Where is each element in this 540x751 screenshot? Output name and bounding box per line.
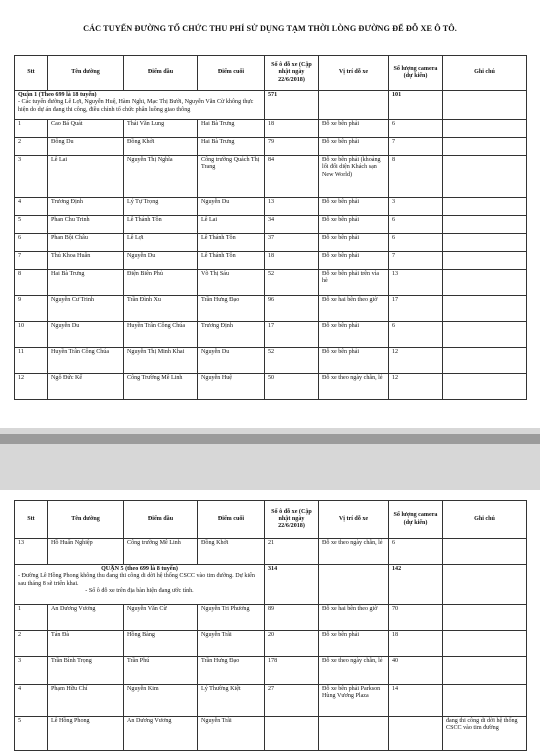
header-vi-tri: Vị trí đỗ xe [319, 56, 389, 91]
cell-so-o: 52 [265, 270, 319, 296]
cell-diem-cuoi: Hai Bà Trưng [198, 120, 265, 138]
cell-vi-tri: Đỗ xe theo ngày chẵn, lẻ [319, 539, 389, 565]
cell-camera: 40 [389, 657, 443, 685]
table-row [15, 717, 527, 751]
cell-ten-duong: Phạm Hữu Chí [48, 685, 124, 717]
page-gap [0, 428, 540, 490]
parking-table-page-1 [14, 55, 527, 400]
cell-diem-cuoi: Lê Thánh Tôn [198, 234, 265, 252]
cell-ten-duong: Lê Lai [48, 156, 124, 198]
table-row [15, 234, 527, 252]
cell-stt: 12 [15, 374, 48, 400]
section-q5-total-cam: 142 [389, 565, 443, 605]
cell-so-o: 89 [265, 605, 319, 631]
cell-stt: 13 [15, 539, 48, 565]
cell-vi-tri: Đỗ xe bên phải Parkson Hùng Vương Plaza [319, 685, 389, 717]
cell-ten-duong: Hai Bà Trưng [48, 270, 124, 296]
section-q1-total-o: 571 [265, 91, 319, 120]
cell-ten-duong: Cao Bá Quát [48, 120, 124, 138]
header-stt: Stt [15, 501, 48, 539]
cell-camera: 6 [389, 120, 443, 138]
cell-ghi-chu [443, 348, 527, 374]
cell-vi-tri: Đỗ xe theo ngày chẵn, lẻ [319, 657, 389, 685]
cell-stt: 11 [15, 348, 48, 374]
cell-ten-duong: Trương Định [48, 198, 124, 216]
table-row [15, 657, 527, 685]
cell-diem-cuoi: Nguyễn Huệ [198, 374, 265, 400]
cell-vi-tri: Đỗ xe bên phải [319, 138, 389, 156]
header-stt: Stt [15, 56, 48, 91]
cell-camera: 7 [389, 138, 443, 156]
cell-ten-duong: Phan Bội Châu [48, 234, 124, 252]
cell-stt: 6 [15, 234, 48, 252]
cell-stt: 1 [15, 605, 48, 631]
cell-camera: 13 [389, 270, 443, 296]
cell-diem-dau: An Dương Vương [124, 717, 198, 751]
cell-diem-cuoi: Nguyễn Tri Phương [198, 605, 265, 631]
cell-ten-duong: Nguyễn Du [48, 322, 124, 348]
cell-stt: 5 [15, 717, 48, 751]
cell-camera: 6 [389, 539, 443, 565]
cell-ten-duong: Phan Chu Trinh [48, 216, 124, 234]
cell-ghi-chu [443, 216, 527, 234]
section-q1-heading: Quận 1 (Theo 699 là 18 tuyến) [18, 92, 97, 98]
cell-diem-dau: Nguyễn Thị Nghĩa [124, 156, 198, 198]
cell-ghi-chu [443, 198, 527, 216]
cell-ghi-chu [443, 685, 527, 717]
header-camera: Số lượng camera (dự kiến) [389, 501, 443, 539]
cell-vi-tri: Đỗ xe hai bên theo giờ [319, 605, 389, 631]
document-page-2 [0, 490, 540, 746]
document-title: CÁC TUYẾN ĐƯỜNG TỔ CHỨC THU PHÍ SỬ DỤNG TẠM THỜI LÒNG ĐƯỜNG ĐỂ ĐỖ XE Ô TÔ. [83, 24, 457, 33]
section-q5-note: - Đường Lê Hồng Phong không thu đang thi công di dời hệ thống CSCC vào tim đường. Dự kiến sau tháng 8 sẽ triển khai. [18, 573, 255, 587]
cell-stt: 4 [15, 685, 48, 717]
cell-ghi-chu [443, 374, 527, 400]
cell-camera: 6 [389, 216, 443, 234]
cell-diem-cuoi: Công trường Quách Thị Trang [198, 156, 265, 198]
cell-ten-duong: Huyền Trân Công Chúa [48, 348, 124, 374]
table-row [15, 198, 527, 216]
cell-camera: 6 [389, 322, 443, 348]
table-row [15, 252, 527, 270]
cell-ten-duong: Đông Du [48, 138, 124, 156]
cell-diem-dau: Điện Biên Phủ [124, 270, 198, 296]
cell-vi-tri: Đỗ xe bên phải [319, 120, 389, 138]
table-row [15, 216, 527, 234]
cell-camera: 70 [389, 605, 443, 631]
cell-so-o: 21 [265, 539, 319, 565]
cell-ghi-chu [443, 234, 527, 252]
section-q5-heading: QUẬN 5 (theo 699 là 8 tuyến) [101, 566, 178, 572]
cell-diem-dau: Công Trường Mê Linh [124, 374, 198, 400]
section-q1-empty-2 [443, 91, 527, 120]
section-q5-total-o: 314 [265, 565, 319, 605]
cell-camera: 17 [389, 296, 443, 322]
cell-so-o: 50 [265, 374, 319, 400]
table-header-row-2 [15, 501, 527, 539]
cell-so-o: 37 [265, 234, 319, 252]
table-row [15, 685, 527, 717]
cell-ten-duong: An Dương Vương [48, 605, 124, 631]
table-header-row [15, 56, 527, 91]
cell-diem-cuoi: Võ Thị Sáu [198, 270, 265, 296]
header-camera: Số lượng camera (dự kiến) [389, 56, 443, 91]
q1-continued-rows [15, 539, 527, 565]
cell-so-o: 52 [265, 348, 319, 374]
cell-so-o: 17 [265, 322, 319, 348]
cell-ghi-chu [443, 252, 527, 270]
cell-camera: 14 [389, 685, 443, 717]
cell-so-o: 178 [265, 657, 319, 685]
cell-vi-tri [319, 717, 389, 751]
cell-ghi-chu [443, 270, 527, 296]
cell-diem-cuoi: Trương Định [198, 322, 265, 348]
cell-stt: 3 [15, 657, 48, 685]
section-q5-empty-2 [443, 565, 527, 605]
cell-stt: 8 [15, 270, 48, 296]
cell-stt: 10 [15, 322, 48, 348]
cell-diem-dau: Hồng Bàng [124, 631, 198, 657]
cell-ghi-chu [443, 657, 527, 685]
cell-vi-tri: Đỗ xe bên phải [319, 631, 389, 657]
cell-camera: 6 [389, 234, 443, 252]
cell-ghi-chu [443, 120, 527, 138]
cell-camera: 7 [389, 252, 443, 270]
cell-diem-dau: Trần Đình Xu [124, 296, 198, 322]
cell-ten-duong: Tản Đà [48, 631, 124, 657]
table-row [15, 120, 527, 138]
cell-camera: 3 [389, 198, 443, 216]
header-vi-tri: Vị trí đỗ xe [319, 501, 389, 539]
cell-vi-tri: Đỗ xe bên phải trên vỉa hè [319, 270, 389, 296]
header-diem-cuoi: Điểm cuối [198, 56, 265, 91]
cell-ten-duong: Hồ Huấn Nghiệp [48, 539, 124, 565]
cell-vi-tri: Đỗ xe bên phải [319, 348, 389, 374]
section-q1-total-cam: 101 [389, 91, 443, 120]
cell-diem-dau: Lê Thánh Tôn [124, 216, 198, 234]
table-row [15, 631, 527, 657]
cell-so-o: 18 [265, 120, 319, 138]
cell-ghi-chu [443, 631, 527, 657]
header-so-o: Số ô đỗ xe (Cập nhật ngày 22/6/2018) [265, 56, 319, 91]
cell-stt: 5 [15, 216, 48, 234]
cell-ghi-chu: đang thi công di dời hệ thống CSCC vào tim đường [443, 717, 527, 751]
cell-vi-tri: Đỗ xe theo ngày chẵn, lẻ [319, 374, 389, 400]
cell-diem-cuoi: Lê Lai [198, 216, 265, 234]
cell-so-o: 20 [265, 631, 319, 657]
cell-ghi-chu [443, 605, 527, 631]
cell-camera: 12 [389, 348, 443, 374]
cell-ghi-chu [443, 539, 527, 565]
cell-vi-tri: Đỗ xe bên phải [319, 198, 389, 216]
section-row-q5 [15, 565, 527, 605]
cell-stt: 3 [15, 156, 48, 198]
cell-so-o: 34 [265, 216, 319, 234]
cell-diem-dau: Nguyễn Kim [124, 685, 198, 717]
cell-so-o: 79 [265, 138, 319, 156]
cell-diem-dau: Nguyễn Du [124, 252, 198, 270]
cell-diem-cuoi: Hai Bà Trưng [198, 138, 265, 156]
header-ghi-chu: Ghi chú [443, 501, 527, 539]
table-row [15, 138, 527, 156]
cell-diem-dau: Nguyễn Văn Cừ [124, 605, 198, 631]
cell-so-o: 27 [265, 685, 319, 717]
cell-diem-dau: Lý Tự Trọng [124, 198, 198, 216]
header-diem-dau: Điểm đầu [124, 56, 198, 91]
page-divider [0, 434, 540, 444]
cell-ghi-chu [443, 138, 527, 156]
header-ghi-chu: Ghi chú [443, 56, 527, 91]
cell-diem-dau: Huyền Trân Công Chúa [124, 322, 198, 348]
cell-diem-dau: Nguyễn Thị Minh Khai [124, 348, 198, 374]
cell-ghi-chu [443, 156, 527, 198]
table-row [15, 296, 527, 322]
header-diem-cuoi: Điểm cuối [198, 501, 265, 539]
cell-diem-dau: Trần Phú [124, 657, 198, 685]
cell-stt: 4 [15, 198, 48, 216]
section-q5 [15, 565, 265, 605]
table-row [15, 539, 527, 565]
cell-ten-duong: Thủ Khoa Huân [48, 252, 124, 270]
cell-so-o [265, 717, 319, 751]
cell-stt: 2 [15, 138, 48, 156]
section-q1-note: - Các tuyến đường Lê Lợi, Nguyễn Huệ, Hàm Nghi, Mạc Thị Bưởi, Nguyễn Văn Cừ không thực hiện do dự án đang thi công, điều chỉnh tổ chức phân luồng giao thông [18, 99, 254, 113]
section-q1-empty [319, 91, 389, 120]
cell-vi-tri: Đỗ xe bên phải [319, 322, 389, 348]
cell-so-o: 96 [265, 296, 319, 322]
table-row [15, 374, 527, 400]
cell-so-o: 84 [265, 156, 319, 198]
header-so-o: Số ô đỗ xe (Cập nhật ngày 22/6/2018) [265, 501, 319, 539]
cell-ten-duong: Ngô Đức Kế [48, 374, 124, 400]
table-row [15, 156, 527, 198]
cell-vi-tri: Đỗ xe bên phải [319, 216, 389, 234]
cell-stt: 2 [15, 631, 48, 657]
cell-ghi-chu [443, 296, 527, 322]
cell-diem-dau: Lê Lợi [124, 234, 198, 252]
section-q1 [15, 91, 265, 120]
section-q5-note-2: - Số ô đỗ xe trên địa bàn hiện đang ước tính. [85, 587, 194, 594]
cell-vi-tri: Đỗ xe bên phải (khoảng lối đối diện Khách sạn New World) [319, 156, 389, 198]
table-row [15, 270, 527, 296]
table-row [15, 605, 527, 631]
cell-so-o: 13 [265, 198, 319, 216]
cell-ten-duong: Lê Hồng Phong [48, 717, 124, 751]
section-q5-empty [319, 565, 389, 605]
cell-vi-tri: Đỗ xe bên phải [319, 252, 389, 270]
cell-diem-cuoi: Lý Thường Kiệt [198, 685, 265, 717]
header-ten-duong: Tên đường [48, 56, 124, 91]
cell-camera: 8 [389, 156, 443, 198]
cell-camera: 12 [389, 374, 443, 400]
q5-rows [15, 605, 527, 751]
cell-ten-duong: Trần Bình Trọng [48, 657, 124, 685]
section-row-q1 [15, 91, 527, 120]
q1-rows [15, 120, 527, 400]
cell-diem-cuoi: Đồng Khởi [198, 539, 265, 565]
cell-diem-dau: Đồng Khởi [124, 138, 198, 156]
cell-stt: 7 [15, 252, 48, 270]
parking-table-page-2 [14, 500, 527, 751]
cell-ten-duong: Nguyễn Cư Trinh [48, 296, 124, 322]
cell-diem-cuoi: Nguyễn Du [198, 348, 265, 374]
table-row [15, 348, 527, 374]
cell-diem-cuoi: Nguyễn Trãi [198, 631, 265, 657]
cell-diem-cuoi: Nguyễn Du [198, 198, 265, 216]
header-diem-dau: Điểm đầu [124, 501, 198, 539]
cell-ghi-chu [443, 322, 527, 348]
cell-stt: 1 [15, 120, 48, 138]
cell-diem-dau: Thái Văn Lung [124, 120, 198, 138]
cell-camera: 18 [389, 631, 443, 657]
cell-camera [389, 717, 443, 751]
cell-stt: 9 [15, 296, 48, 322]
cell-diem-cuoi: Trần Hưng Đạo [198, 657, 265, 685]
cell-diem-cuoi: Nguyễn Trãi [198, 717, 265, 751]
cell-so-o: 18 [265, 252, 319, 270]
cell-diem-cuoi: Lê Thánh Tôn [198, 252, 265, 270]
table-row [15, 322, 527, 348]
header-ten-duong: Tên đường [48, 501, 124, 539]
cell-diem-dau: Công trường Mê Linh [124, 539, 198, 565]
cell-vi-tri: Đỗ xe hai bên theo giờ [319, 296, 389, 322]
cell-diem-cuoi: Trần Hưng Đạo [198, 296, 265, 322]
cell-vi-tri: Đỗ xe bên phải [319, 234, 389, 252]
